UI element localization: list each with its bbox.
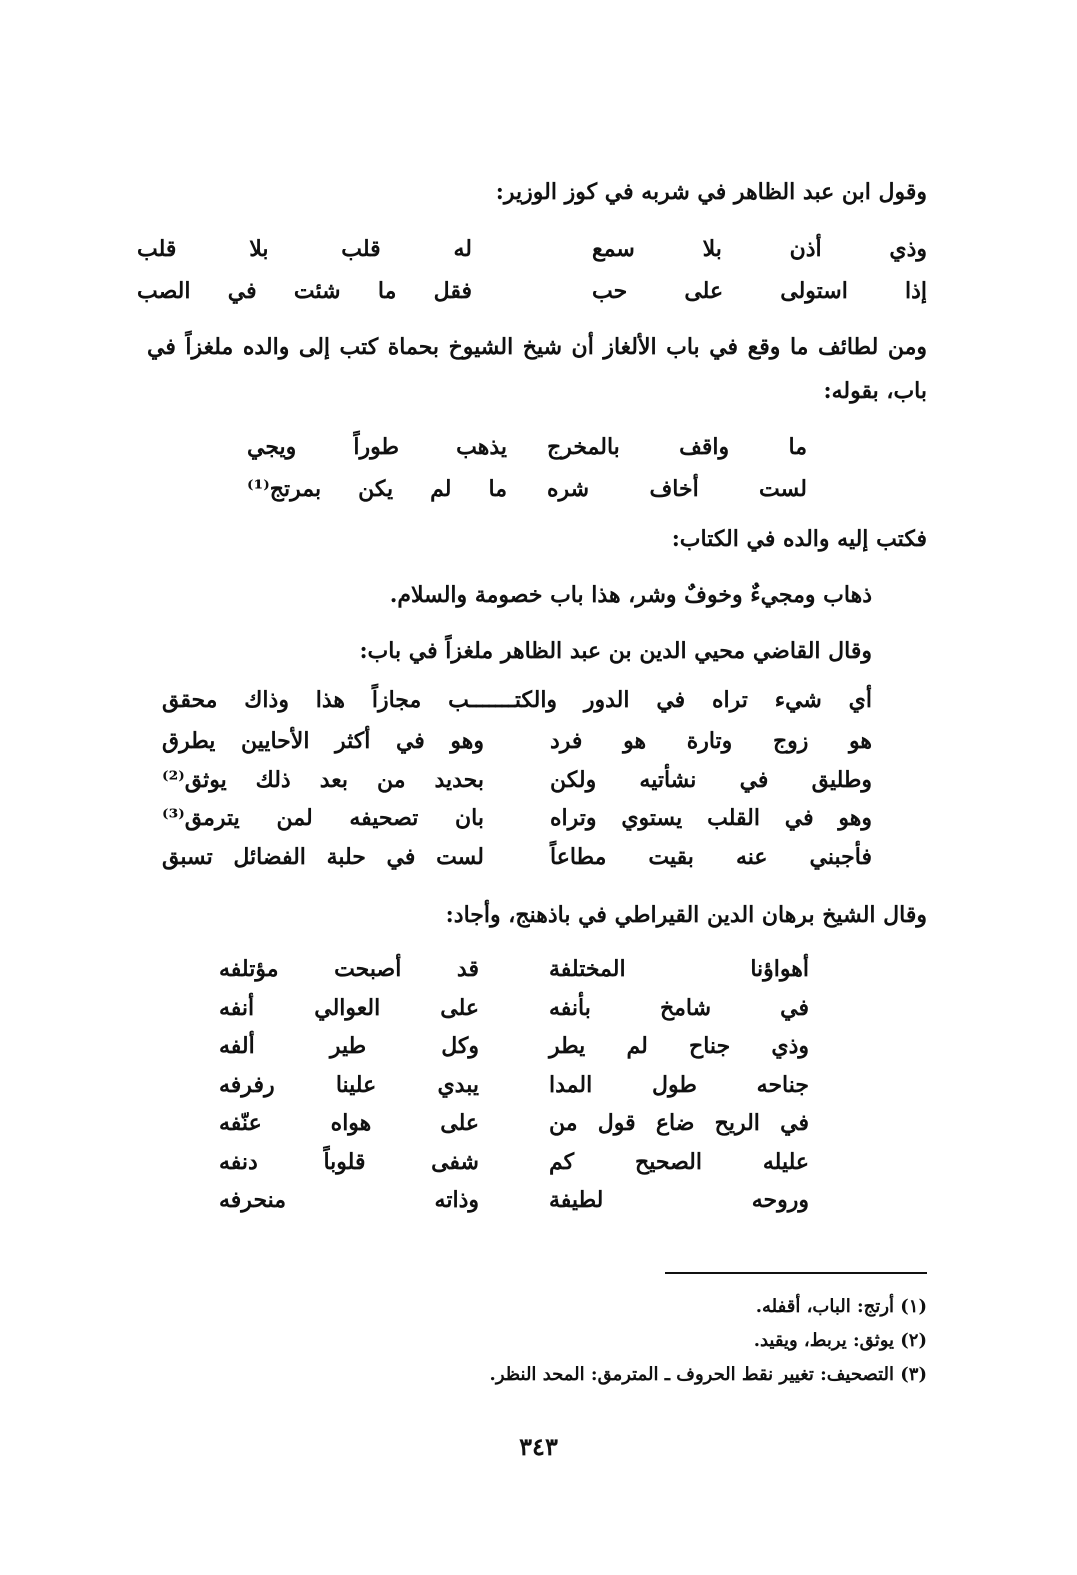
poem-badhanj — [219, 950, 809, 1220]
verse-line — [162, 838, 872, 877]
paragraph-reply-text: ذهاب ومجيءٌ وخوفٌ وشر، هذا باب خصومة والسلام. — [389, 582, 872, 608]
verse-hemistich-second: على هواه عنّفه — [219, 1110, 479, 1136]
paragraph-burhan-qiraty: وقال الشيخ برهان الدين القيراطي في باذهنج، وأجاد: — [445, 902, 927, 928]
verse-hemistich-first: في شامخ بأنفه — [549, 994, 809, 1021]
verse-line — [137, 468, 927, 510]
verse-line — [219, 1027, 809, 1066]
verse-hemistich-first: جناحه طول المدا — [549, 1071, 809, 1098]
verse-hemistich-second: له قلب بلا قلب — [137, 236, 472, 262]
verse-hemistich-first: هو زوج وتارة هو فرد — [550, 728, 872, 754]
verse-hemistich-second: يبدي علينا رفرفه — [219, 1071, 479, 1098]
footnote-divider — [665, 1272, 927, 1274]
footnote-3: (٣) التصحيف: تغيير نقط الحروف ـ المترمق: المحد النظر. — [489, 1364, 927, 1385]
verse-hemistich-first: عليله الصحيح كم — [549, 1148, 809, 1175]
verse-hemistich-first: وذي أذن بلا سمع — [592, 236, 927, 262]
verse-hemistich-first: وهو في القلب يستوي وتراه — [550, 805, 872, 831]
verse-hemistich-second: يذهب طوراً ويجي — [247, 434, 507, 460]
verse-line — [162, 761, 872, 800]
verse-line — [219, 1181, 809, 1220]
verse-line — [219, 1143, 809, 1182]
verse-hemistich-first: فأجبني عنه بقيت مطاعاً — [550, 843, 872, 870]
verse-hemistich-first: وذي جناح لم يطر — [549, 1033, 809, 1059]
verse-hemistich-second: لست في حلبة الفضائل تسبق — [162, 843, 484, 870]
poem-riddle-door — [137, 426, 927, 510]
verse-line — [219, 1066, 809, 1105]
paragraph-reply: فكتب إليه والده في الكتاب: — [671, 526, 927, 552]
poem-qadi-riddle — [162, 722, 872, 876]
page-number: ٣٤٣ — [519, 1432, 558, 1461]
verse-hemistich-first: إذا استولى على حب — [592, 278, 927, 304]
verse-hemistich-first: لست أخاف شره — [547, 476, 807, 502]
verse-hemistich-first: وطليق في نشأتيه ولكن — [550, 766, 872, 793]
verse-hemistich-second: بحديد من بعد ذلك يوثق⁽²⁾ — [162, 766, 484, 793]
paragraph-qadi-muhyi: وقال القاضي محيي الدين بن عبد الظاهر ملغزاً في باب: — [359, 638, 872, 664]
verse-hemistich-first: في الريح ضاع قول من — [549, 1110, 809, 1136]
verse-hemistich-second: ما لم يكن بمرتج⁽¹⁾ — [247, 476, 507, 502]
verse-line — [137, 270, 927, 312]
verse-line — [162, 722, 872, 761]
verse-hemistich-second: وذاته منحرفه — [219, 1187, 479, 1213]
paragraph-riddle-door: ومن لطائف ما وقع في باب الألغاز أن شيخ الشيوخ بحماة كتب إلى والده ملغزاً في باب، بقوله: — [147, 334, 927, 404]
verse-line — [219, 1104, 809, 1143]
verse-line — [137, 426, 927, 468]
footnote-1: (١) أرتج: الباب، أقفله. — [755, 1296, 927, 1317]
poem-kuz-al-wazir — [137, 228, 927, 312]
verse-hemistich-second: بان تصحيفه لمن يترمق⁽³⁾ — [162, 805, 484, 831]
verse-hemistich-second: على العوالي أنفه — [219, 994, 479, 1021]
verse-hemistich-second: وهو في أكثر الأحايين يطرق — [162, 728, 484, 754]
footnote-2: (٢) يوثق: يربط، ويقيد. — [753, 1330, 927, 1351]
verse-hemistich-second: قد أصبحت مؤتلفه — [219, 956, 479, 982]
verse-line — [219, 950, 809, 989]
paragraph-intro-ibn-abd-al-zahir: وقول ابن عبد الظاهر في شربه في كوز الوزير: — [495, 179, 927, 205]
verse-line-full: أي شيء تراه في الدور والكتـــــــب مجازاً هذا وذاك محقق — [162, 687, 872, 713]
verse-hemistich-second: فقل ما شئت في الصب — [137, 278, 472, 304]
verse-hemistich-first: ما واقف بالمخرج — [547, 434, 807, 460]
verse-hemistich-first: أهواؤنا المختلفة — [549, 956, 809, 982]
verse-line — [219, 989, 809, 1028]
verse-hemistich-second: شفى قلوباً دنفه — [219, 1148, 479, 1175]
verse-hemistich-second: وكل طير ألفه — [219, 1033, 479, 1059]
verse-line — [162, 799, 872, 838]
verse-hemistich-first: وروحه لطيفة — [549, 1187, 809, 1213]
verse-line — [137, 228, 927, 270]
